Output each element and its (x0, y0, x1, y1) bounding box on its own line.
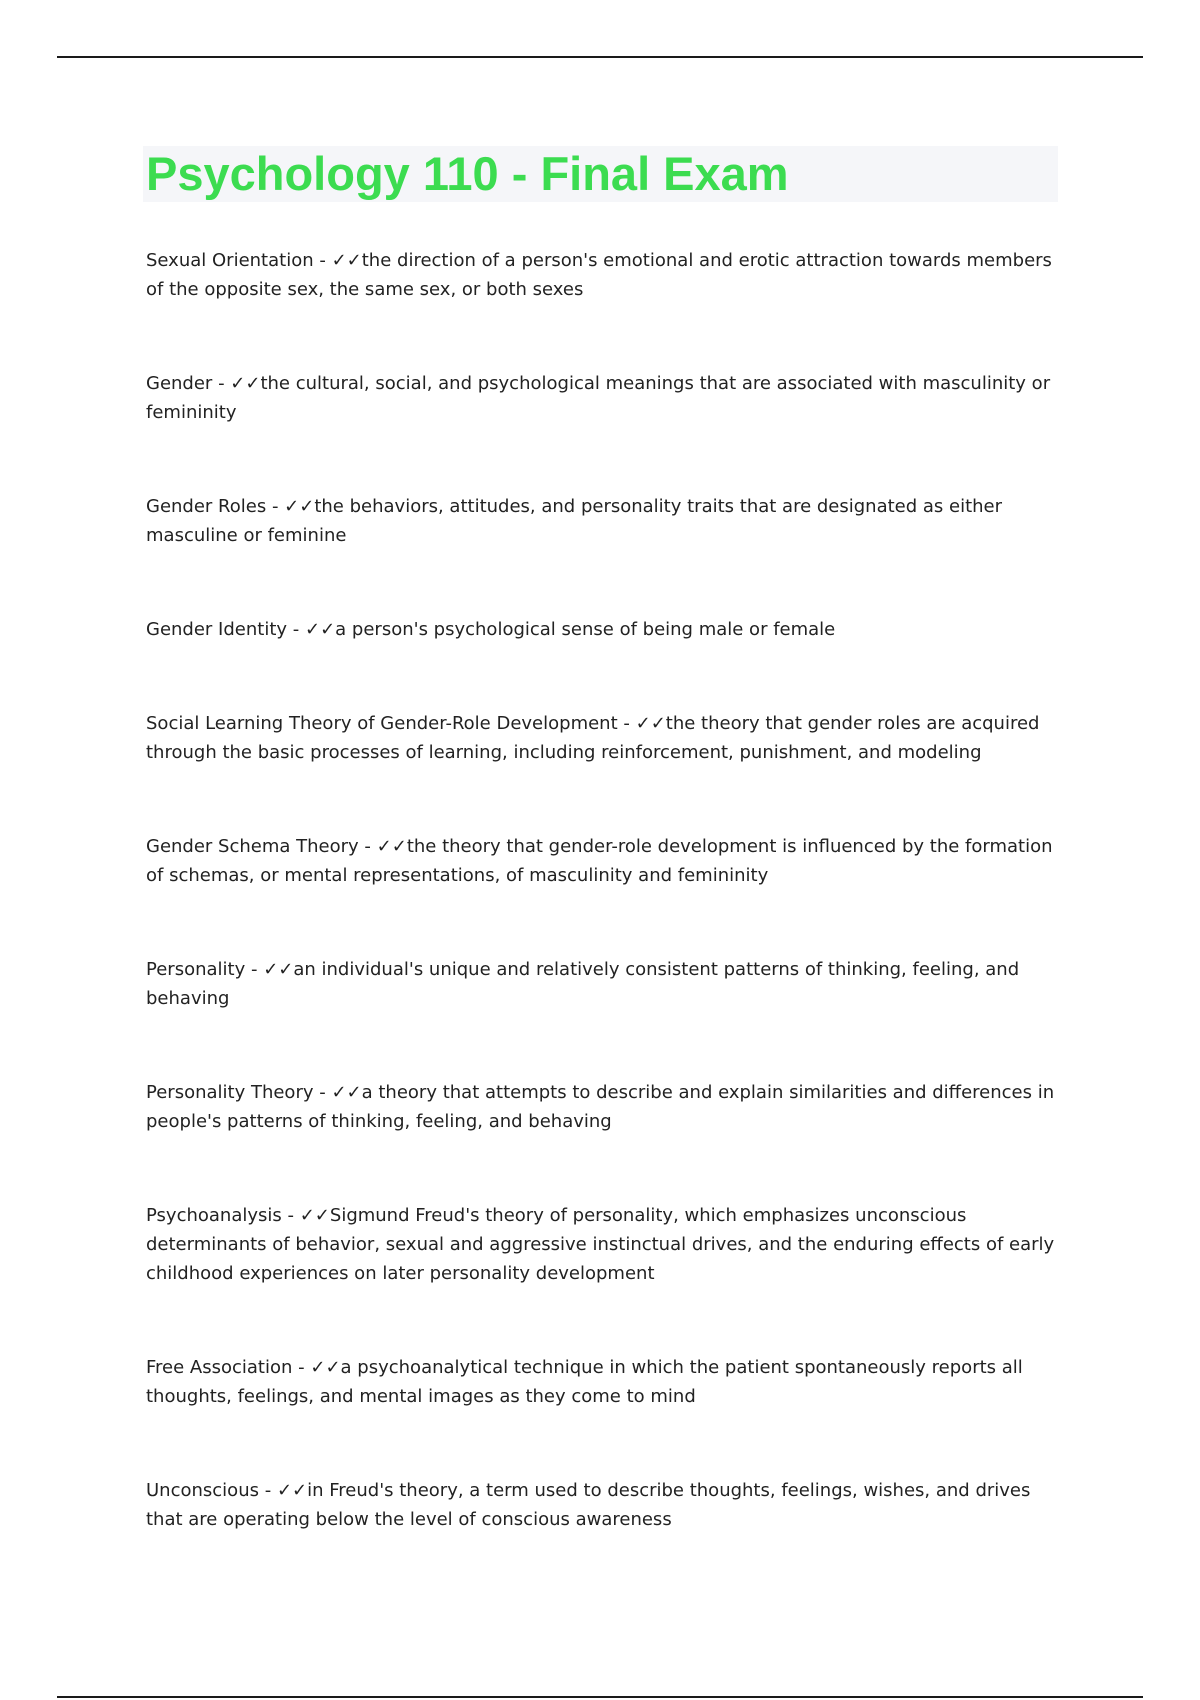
entry-definition: the theory that gender roles are acquired through the basic processes of learning, including reinforcement, punishment, and modeling (146, 713, 1040, 763)
term-separator: - (292, 1357, 311, 1378)
entry-term: Unconscious (146, 1480, 259, 1501)
entry-definition: the cultural, social, and psychological meanings that are associated with masculinity or femininity (146, 373, 1051, 423)
entry-definition: a person's psychological sense of being male or female (335, 619, 836, 640)
term-separator: - (313, 1082, 332, 1103)
entry-term: Personality (146, 959, 246, 980)
checkmark-icon: ✓✓ (635, 713, 666, 734)
entry-definition: in Freud's theory, a term used to describe thoughts, feelings, wishes, and drives that are operating below the level of conscious awareness (146, 1480, 1031, 1530)
glossary-entry (146, 615, 1066, 644)
document-title: Psychology 110 - Final Exam (146, 147, 789, 200)
term-separator: - (266, 496, 285, 517)
term-separator: - (245, 959, 264, 980)
entry-definition: the theory that gender-role development is influenced by the formation of schemas, or mental representations, of masculinity and femininity (146, 836, 1053, 886)
entry-term: Gender Schema Theory (146, 836, 359, 857)
term-separator: - (287, 619, 305, 640)
glossary-list (146, 246, 1066, 1534)
entry-definition: an individual's unique and relatively consistent patterns of thinking, feeling, and behaving (146, 959, 1020, 1009)
entry-term: Gender (146, 373, 213, 394)
entry-definition: the direction of a person's emotional and erotic attraction towards members of the opposite sex, the same sex, or both sexes (146, 250, 1052, 300)
glossary-entry (146, 1078, 1066, 1136)
glossary-entry (146, 492, 1066, 550)
entry-term: Sexual Orientation (146, 250, 314, 271)
checkmark-icon: ✓✓ (276, 1480, 308, 1501)
entry-definition: the behaviors, attitudes, and personality traits that are designated as either masculine or feminine (146, 496, 1003, 546)
glossary-entry (146, 246, 1066, 304)
glossary-entry (146, 709, 1066, 767)
glossary-entry (146, 832, 1066, 890)
entry-term: Personality Theory (146, 1082, 314, 1103)
term-separator: - (281, 1205, 300, 1226)
term-separator: - (212, 373, 231, 394)
checkmark-icon: ✓✓ (305, 619, 336, 640)
checkmark-icon: ✓✓ (299, 1205, 330, 1226)
entry-definition: a theory that attempts to describe and explain similarities and differences in people's patterns of thinking, feeling, and behaving (146, 1082, 1055, 1132)
glossary-entry (146, 369, 1066, 427)
checkmark-icon: ✓✓ (310, 1357, 341, 1378)
checkmark-icon: ✓✓ (284, 496, 315, 517)
checkmark-icon: ✓✓ (376, 836, 407, 857)
glossary-entry (146, 1353, 1066, 1411)
entry-term: Psychoanalysis (146, 1205, 282, 1226)
checkmark-icon: ✓✓ (331, 1082, 362, 1103)
entry-definition: a psychoanalytical technique in which the patient spontaneously reports all thoughts, feelings, and mental images as they come to mind (146, 1357, 1023, 1407)
entry-term: Gender Roles (146, 496, 267, 517)
entry-term: Gender Identity (146, 619, 288, 640)
glossary-entry (146, 955, 1066, 1013)
term-separator: - (313, 250, 332, 271)
glossary-entry (146, 1201, 1066, 1288)
term-separator: - (258, 1480, 277, 1501)
entry-term: Free Association (146, 1357, 293, 1378)
checkmark-icon: ✓✓ (263, 959, 294, 980)
entry-definition: Sigmund Freud's theory of personality, which emphasizes unconscious determinants of behavior, sexual and aggressive instinctual drives, and the enduring effects of early childhood experiences on later personality development (146, 1205, 1055, 1284)
top-rule (57, 56, 1143, 58)
entry-term: Social Learning Theory of Gender-Role Development (146, 713, 618, 734)
bottom-rule (57, 1696, 1143, 1698)
checkmark-icon: ✓✓ (230, 373, 261, 394)
glossary-entry (146, 1476, 1066, 1534)
checkmark-icon: ✓✓ (331, 250, 362, 271)
term-separator: - (617, 713, 636, 734)
term-separator: - (358, 836, 377, 857)
